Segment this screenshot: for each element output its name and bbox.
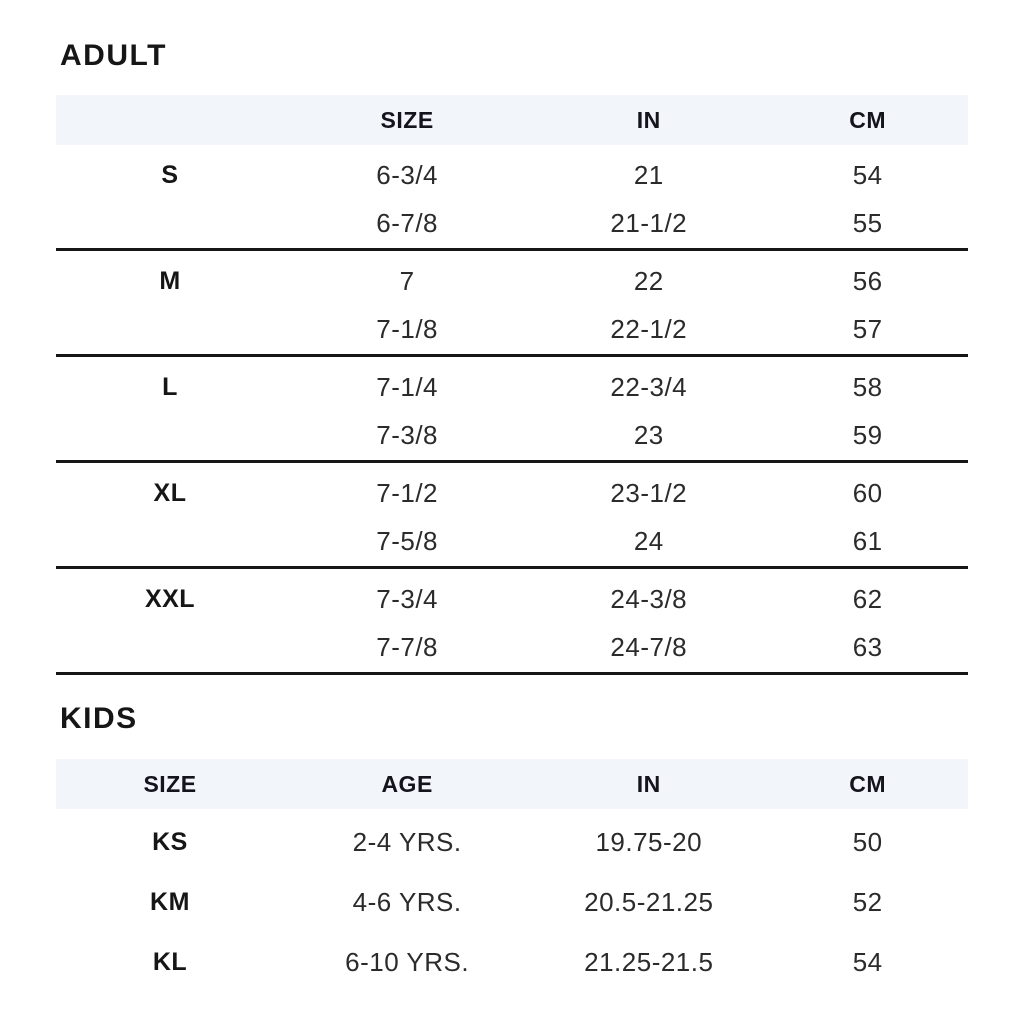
size-label: M xyxy=(159,266,181,295)
hat-size-value: 7-3/4 xyxy=(376,583,438,614)
inches-value: 24-3/8 xyxy=(610,583,688,614)
inches-value: 19.75-20 xyxy=(595,826,703,857)
table-row xyxy=(56,932,968,992)
inches-value: 21-1/2 xyxy=(610,208,688,239)
cm-value: 55 xyxy=(852,208,883,239)
adult-size-group-s xyxy=(56,145,968,251)
cm-value: 58 xyxy=(852,371,883,402)
hat-size-value: 7-1/8 xyxy=(376,314,438,345)
size-label: KM xyxy=(150,887,190,916)
table-row xyxy=(56,575,968,624)
inches-value: 24 xyxy=(633,526,664,557)
adult-header-in: IN xyxy=(636,106,661,133)
inches-value: 22 xyxy=(633,265,664,296)
kids-header-in: IN xyxy=(636,770,661,797)
cm-value: 56 xyxy=(852,265,883,296)
table-row xyxy=(56,812,968,872)
cm-value: 59 xyxy=(852,420,883,451)
cm-value: 52 xyxy=(852,886,883,917)
kids-header-age: AGE xyxy=(381,770,433,797)
hat-size-value: 7-1/2 xyxy=(376,477,438,508)
table-row xyxy=(56,624,968,673)
table-row xyxy=(56,257,968,306)
adult-size-group-xl xyxy=(56,463,968,569)
hat-size-value: 6-7/8 xyxy=(376,208,438,239)
cm-value: 60 xyxy=(852,477,883,508)
cm-value: 50 xyxy=(852,826,883,857)
adult-section-title: ADULT xyxy=(60,39,167,72)
size-label: XXL xyxy=(144,584,196,613)
adult-size-table xyxy=(56,95,968,675)
table-row xyxy=(56,518,968,567)
kids-section-title: KIDS xyxy=(60,702,138,735)
adult-size-group-m xyxy=(56,251,968,357)
cm-value: 54 xyxy=(852,159,883,190)
table-row xyxy=(56,469,968,518)
hat-size-value: 7-5/8 xyxy=(376,526,438,557)
hat-size-value: 7-3/8 xyxy=(376,420,438,451)
age-value: 6-10 YRS. xyxy=(345,946,470,977)
adult-size-group-xxl xyxy=(56,569,968,675)
table-row xyxy=(56,151,968,200)
size-label: KS xyxy=(152,827,188,856)
kids-size-table xyxy=(56,759,968,992)
hat-size-value: 6-3/4 xyxy=(376,159,438,190)
hat-size-value: 7-1/4 xyxy=(376,371,438,402)
adult-header-cm: CM xyxy=(849,106,887,133)
kids-table-body xyxy=(56,809,968,992)
adult-header-size: SIZE xyxy=(380,106,434,133)
adult-size-group-l xyxy=(56,357,968,463)
size-label xyxy=(56,624,284,673)
cm-value: 57 xyxy=(852,314,883,345)
inches-value: 20.5-21.25 xyxy=(584,886,714,917)
cm-value: 63 xyxy=(852,632,883,663)
cm-value: 61 xyxy=(852,526,883,557)
cm-value: 62 xyxy=(852,583,883,614)
hat-size-value: 7-7/8 xyxy=(376,632,438,663)
adult-table-header-row xyxy=(56,95,968,145)
size-label: S xyxy=(161,160,179,189)
table-row xyxy=(56,363,968,412)
age-value: 4-6 YRS. xyxy=(352,886,462,917)
inches-value: 22-1/2 xyxy=(610,314,688,345)
inches-value: 24-7/8 xyxy=(610,632,688,663)
size-label: XL xyxy=(153,478,187,507)
size-label xyxy=(56,306,284,355)
table-row xyxy=(56,412,968,461)
size-label xyxy=(56,412,284,461)
table-row xyxy=(56,306,968,355)
cm-value: 54 xyxy=(852,946,883,977)
hat-size-value: 7 xyxy=(399,265,415,296)
table-row xyxy=(56,200,968,249)
size-label xyxy=(56,200,284,249)
inches-value: 21 xyxy=(633,159,664,190)
inches-value: 23-1/2 xyxy=(610,477,688,508)
size-label xyxy=(56,518,284,567)
kids-table-header-row xyxy=(56,759,968,809)
kids-header-cm: CM xyxy=(849,770,887,797)
inches-value: 22-3/4 xyxy=(610,371,688,402)
inches-value: 23 xyxy=(633,420,664,451)
kids-header-size: SIZE xyxy=(143,770,197,797)
inches-value: 21.25-21.5 xyxy=(584,946,714,977)
size-label: KL xyxy=(152,947,188,976)
adult-header-blank xyxy=(56,95,284,145)
age-value: 2-4 YRS. xyxy=(352,826,462,857)
table-row xyxy=(56,872,968,932)
size-label: L xyxy=(162,372,178,401)
